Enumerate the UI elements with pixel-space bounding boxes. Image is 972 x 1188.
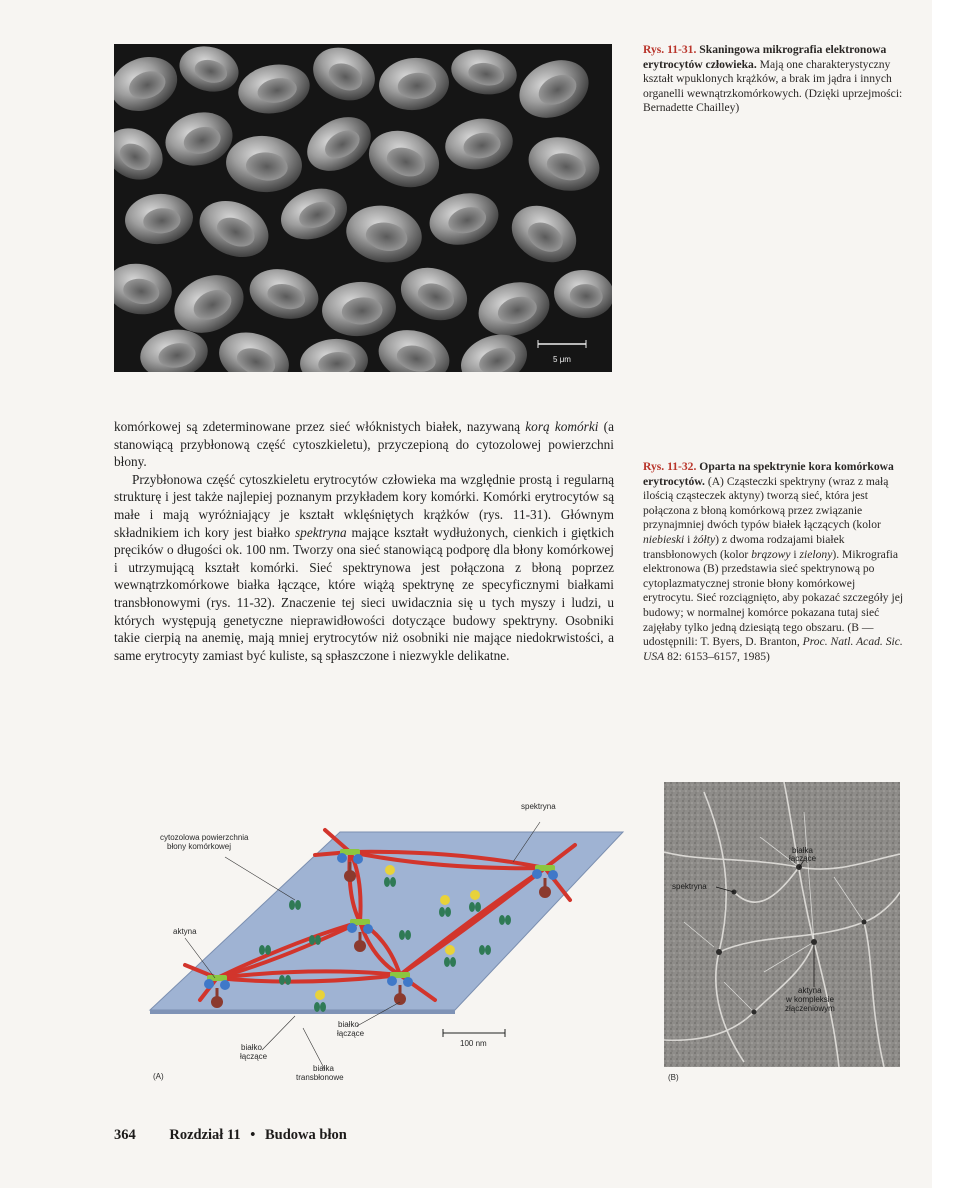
spectrin-network-diagram bbox=[145, 800, 645, 1090]
label-bialko-lacz-left-b: łączące bbox=[240, 1052, 268, 1061]
caption-title: Skaningowa mikrografia elektronowa erytrocytów człowieka. bbox=[643, 43, 887, 71]
page-number: 364 bbox=[114, 1127, 136, 1143]
sem-scale-label: 5 μm bbox=[553, 355, 571, 364]
label-bialko-lacz-right-a: białko bbox=[338, 1020, 359, 1029]
label-cytozol-1: cytozolowa powierzchnia bbox=[160, 833, 249, 842]
footer-separator: • bbox=[250, 1127, 256, 1143]
label-scale-100nm: 100 nm bbox=[460, 1039, 487, 1048]
membrane-edge bbox=[150, 1010, 455, 1014]
caption-label: Rys. 11-31. bbox=[643, 43, 697, 56]
paragraph-1: komórkowej są zdeterminowane przez sieć włóknistych białek, nazywaną korą komórki (a stanowiącą przybłonową część cytoszkieletu), przyczepioną do cytozolowej powierzchni błony. bbox=[114, 419, 614, 470]
spectrin-network-micrograph bbox=[664, 782, 900, 1067]
label-b-spektryna: spektryna bbox=[672, 882, 707, 891]
caption-label: Rys. 11-32. bbox=[643, 460, 697, 473]
label-cytozol-2: błony komórkowej bbox=[167, 842, 232, 851]
label-b-bialka-a: białka bbox=[792, 846, 813, 855]
page-margin bbox=[932, 0, 972, 1188]
label-bialka-trans-b: transbłonowe bbox=[296, 1073, 344, 1082]
label-spektryna: spektryna bbox=[521, 802, 556, 811]
label-b-aktyna-b: w kompleksie bbox=[786, 995, 835, 1004]
caption-title: Oparta na spektrynie kora komórkowa erytrocytów. bbox=[643, 460, 894, 488]
body-text bbox=[114, 418, 614, 664]
page-footer bbox=[114, 1127, 347, 1144]
figure-caption-11-32: Rys. 11-32. Oparta na spektrynie kora komórkowa erytrocytów. (A) Cząsteczki spektryny (wraz z małą ilością cząsteczek aktyny) tworzą sieć, która jest połączona z błoną komórkową przez związanie przynajmniej dwóch typów białek łączących (kolor niebieski i żółty) z dwoma rodzajami białek transbłonowych (kolor brązowy i zielony). Mikrografia elektronowa (B) przedstawia sieć spektrynową po cytoplazmatycznej stronie błony komórkowej erytrocytu. Sieć rozciągnięto, aby pokazać szczegóły jej budowy; w normalnej komórce pokazana tutaj sieć zajęłaby tylko jedną dziesiątą tego obszaru. (B — udostępnili: T. Byers, D. Branton, Proc. Natl. Acad. Sic. USA 82: 6153–6157, 1985) bbox=[643, 460, 904, 663]
caption-text: Mają one charakterystyczny kształt wpuklonych krążków, a brak im jądra i innych organelli wewnątrzkomórkowych. (Dzięki uprzejmości: Bernadette Chailley) bbox=[643, 57, 903, 115]
label-b-aktyna-a: aktyna bbox=[798, 986, 822, 995]
label-b-bialka-b: łączące bbox=[789, 854, 817, 863]
label-aktyna: aktyna bbox=[173, 927, 197, 936]
chapter-title: Budowa błon bbox=[265, 1127, 347, 1143]
label-bialka-trans-a: białka bbox=[313, 1064, 334, 1073]
label-panel-a: (A) bbox=[153, 1072, 164, 1081]
label-panel-b: (B) bbox=[668, 1073, 679, 1082]
sem-micrograph-erythrocytes bbox=[114, 44, 612, 372]
label-bialko-lacz-left-a: białko bbox=[241, 1043, 262, 1052]
micrograph-b-image bbox=[664, 782, 900, 1067]
figure-caption-11-31 bbox=[643, 43, 905, 116]
sem-image bbox=[114, 44, 612, 372]
paragraph-2: Przybłonowa część cytoszkieletu erytrocytów człowieka ma względnie prostą i regularną strukturę i jest także najlepiej poznanym przykładem kory komórki. Komórki erytrocytów są małe i mają wyróżniający je kształt wklęśniętych krążków (rys. 11-31). Głównym składnikiem ich kory jest białko spektryna mające kształt wydłużonych, cienkich i giętkich pręcików o długości ok. 100 nm. Tworzy ona sieć stanowiącą podporę dla błony komórkowej i utrzymującą kształt komórki. Sieć spektrynowa jest połączona z błoną poprzez wewnątrzkomórkowe białka łączące, które wiążą spektrynę ze specyficznymi białkami transbłonowymi (rys. 11-32). Znaczenie tej sieci uwidacznia się u tych myszy i ludzi, u których występują genetyczne nieprawidłowości dotyczące budowy spektryny. Osobniki takie cierpią na anemię, mają mniej erytrocytów niż osobniki nie mające niedokrwistości, a same erytrocyty zamiast być kuliste, są spłaszczone i niezwykle delikatne. bbox=[114, 471, 614, 663]
chapter-label: Rozdział 11 bbox=[169, 1127, 241, 1143]
label-b-aktyna-c: złączeniowym bbox=[785, 1004, 835, 1013]
label-bialko-lacz-right-b: łączące bbox=[337, 1029, 365, 1038]
